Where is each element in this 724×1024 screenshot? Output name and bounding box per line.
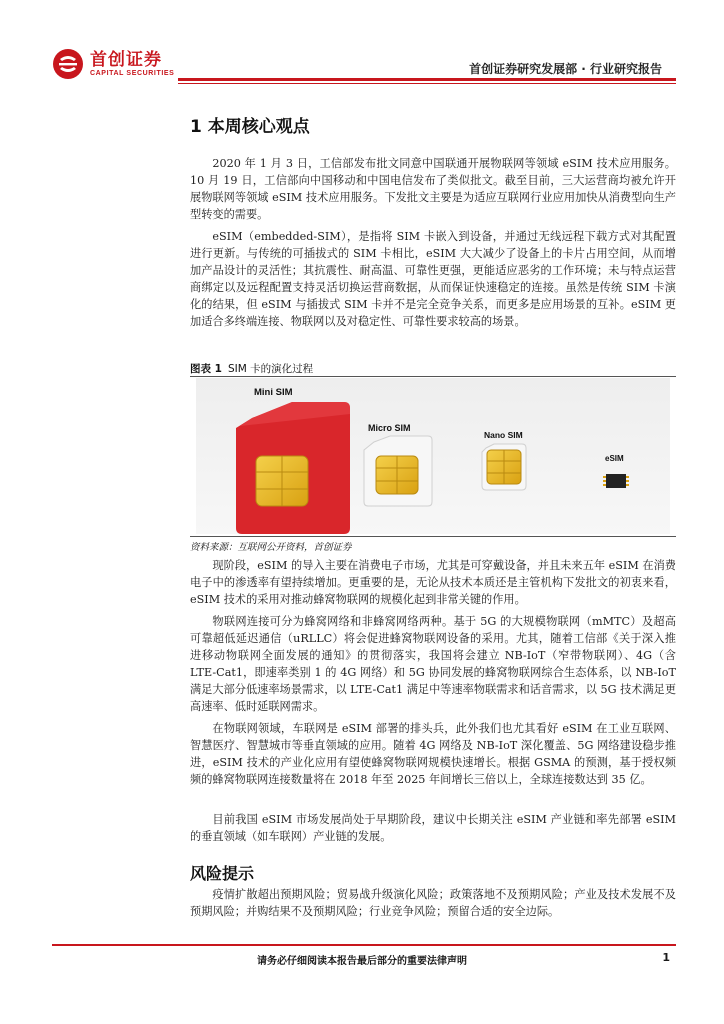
mini-sim-card [236,402,350,534]
company-logo [52,48,174,80]
body-paragraph-5: 在物联网领域，车联网是 eSIM 部署的排头兵，此外我们也尤其看好 eSIM 在工业互联网、智慧医疗、智慧城市等垂直领域的应用。随着 4G 网络及 NB-IoT 深化覆盖、5G 网络建设稳步推进，eSIM 技术的产业化应用有望使蜂窝物联网规模快速增长。根据 GSMA 的预测，基于授权频频的蜂窝物联网连接数量将在 2018 年至 2025 年间增长三倍以上，全球连接数达到 35 亿。 [190,722,676,786]
footer-divider [52,944,676,946]
figure-label: 图表 1 [190,363,222,375]
header-divider-thin [178,83,676,84]
page-number: 1 [662,951,670,964]
figure-bottom-rule [190,536,676,537]
mini-sim-label: Mini SIM [254,387,293,398]
body-paragraph-6: 目前我国 eSIM 市场发展尚处于早期阶段，建议中长期关注 eSIM 产业链和率先部署 eSIM 的垂直领域（如车联网）产业链的发展。 [190,813,676,843]
sim-evolution-figure [196,378,670,534]
figure-caption [190,361,313,376]
section-title: 1 本周核心观点 [190,117,310,137]
risk-paragraph: 疫情扩散超出预期风险；贸易战升级演化风险；政策落地不及预期风险；产业及技术发展不及预期风险；并购结果不及预期风险；行业竞争风险；预留合适的安全边际。 [190,888,676,918]
sim-cards-image [196,378,670,534]
department-label: 首创证券研究发展部 · 行业研究报告 [469,62,662,76]
figure-top-rule [190,376,676,377]
esim-label: eSIM [605,454,624,463]
legal-notice: 请务必仔细阅读本报告最后部分的重要法律声明 [257,956,467,967]
body-paragraph-4: 物联网连接可分为蜂窝网络和非蜂窝网络两种。基于 5G 的大规模物联网（mMTC）及超高可靠超低延迟通信（uRLLC）将会促进蜂窝物联网设备的采用。尤其，随着工信部《关于深入推进移动物联网全面发展的通知》的贯彻落实，我国将会建立 NB-IoT（窄带物联网）、4G（含 LTE-Cat1，即速率类别 1 的 4G 网络）和 5G 协同发展的蜂窝物联网综合生态体系，以 NB-IoT 满足大部分低速率场景需求，以 LTE-Cat1 满足中等速率物联需求和话音需求，以 5G 技术满足更高速率、低时延联网需求。 [190,615,677,713]
logo-chinese-name: 首创证券 [90,49,162,70]
nano-sim-label: Nano SIM [484,430,523,440]
nano-sim-card [482,444,526,490]
micro-sim-card [364,436,432,506]
figure-source: 资料来源：互联网公开资料，首创证券 [190,542,352,553]
capital-securities-logo-icon [52,48,84,80]
body-paragraph-2: eSIM（embedded-SIM），是指将 SIM 卡嵌入到设备，并通过无线远程下载方式对其配置进行更新。与传统的可插拔式的 SIM 卡相比，eSIM 大大减少了设备上的卡片占用空间，从而增加产品设计的灵活性；其抗震性、耐高温、可靠性更强，更能适应恶劣的工作环境；未与特点运营商绑定以及远程配置支持灵活切换运营商数据，从而保证快速稳定的连接。虽然是传统 SIM 卡演化的结果，但 eSIM 与插拔式 SIM 卡并不是完全竞争关系，而更多是应用场景的互补。eSIM 更加适合多终端连接、物联网以及对稳定性、可靠性要求较高的场景。 [190,230,676,328]
micro-sim-label: Micro SIM [368,423,411,433]
esim-chip [603,474,629,488]
body-paragraph-1: 2020 年 1 月 3 日，工信部发布批文同意中国联通开展物联网等领域 eSIM 技术应用服务。10 月 19 日，工信部向中国移动和中国电信发布了类似批文。截至目前，三大运营商均被允许开展物联网等领域 eSIM 技术应用服务。下发批文主要是为适应互联网行业应用加快从消费型向生产型转变的需要。 [190,157,676,221]
risk-section-title: 风险提示 [190,864,255,883]
figure-caption-text: SIM 卡的演化过程 [227,363,314,375]
body-paragraph-3: 现阶段，eSIM 的导入主要在消费电子市场，尤其是可穿戴设备，并且未来五年 eSIM 在消费电子中的渗透率有望持续增加。更重要的是，无论从技术本质还是主管机构下发批文的初衷来看，eSIM 技术的采用对推动蜂窝物联网的规模化起到非常关键的作用。 [190,559,676,606]
header-divider [178,78,676,81]
page-header [52,48,676,82]
logo-english-name: CAPITAL SECURITIES [90,69,175,77]
